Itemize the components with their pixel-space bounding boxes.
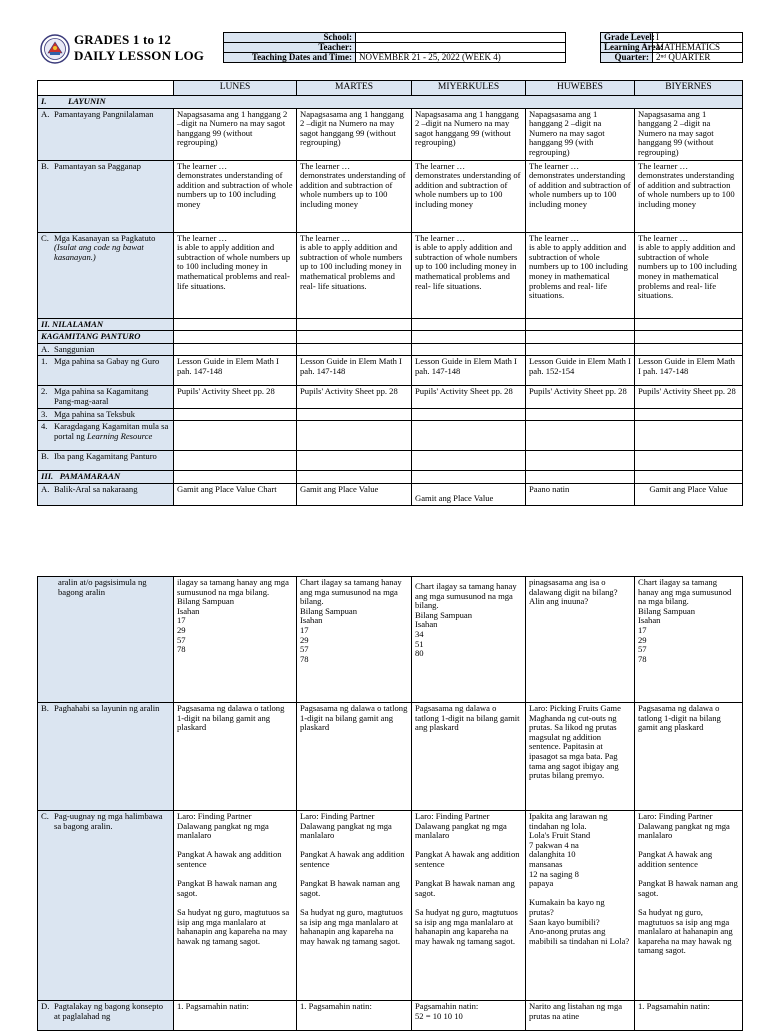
cell-pag-uugnay-huwebes: Ipakita ang larawan ng tindahan ng lola. Lola's Fruit Stand 7 pakwan 4 na dalanghita 10 mansanas 12 na saging 8 papaya Kumakain ba kayo ng prutas? Saan kayo bumibili? Ano-anong prutas ang mabibili sa tindahan ni Lola? <box>526 811 635 1001</box>
cell-gabay-huwebes: Lesson Guide in Elem Math I pah. 152-154 <box>526 356 635 386</box>
cell-paghahabi-miyerkules: Pagsasama ng dalawa o tatlong 1-digit na bilang gamit ang plaskard <box>412 703 526 811</box>
row-label-paghahabi: B. Paghahabi sa layunin ng aralin <box>38 703 174 811</box>
grade-level-value: I <box>653 33 743 43</box>
cell-pagganap-huwebes: The learner … demonstrates understanding of addition and subtraction of whole numbers up to 100 including money <box>526 160 635 232</box>
cell-pag-uugnay-miyerkules: Laro: Finding Partner Dalawang pangkat ng mga manlalaro Pangkat A hawak ang addition sentence Pangkat B hawak naman ang sagot. Sa hudyat ng guro, magtutuos sa isip ang mga manlalaro at hahanapin ang kapareha na may hawak ng tamang sagot. <box>412 811 526 1001</box>
day-header-lunes: LUNES <box>174 81 297 96</box>
cell-aralin-biyernes: Chart ilagay sa tamang hanay ang mga sumusunod na mga bilang. Bilang Sampuan Isahan 17 29 57 78 <box>635 577 743 703</box>
row-label-gabay-ng-guro: 1. Mga pahina sa Gabay ng Guro <box>38 356 174 386</box>
school-label: School: <box>224 33 356 43</box>
cell-kasanayan-miyerkules: The learner … is able to apply addition and subtraction of whole numbers up to 100 including money in mathematical problems and real- life situations. <box>412 232 526 318</box>
row-label-pamantayan-sa-pagganap: B. Pamantayan sa Pagganap <box>38 160 174 232</box>
cell-activity-sheet-martes: Pupils' Activity Sheet pp. 28 <box>297 386 412 408</box>
cell-pamantayang-biyernes: Napagsasama ang 1 hanggang 2 –digit na Numero na may sagot hanggang 99 (without regrouping) <box>635 108 743 160</box>
cell-balik-huwebes: Paano natin <box>526 483 635 505</box>
quarter-label: Quarter: <box>601 53 653 63</box>
row-label-balik-aral: A. Balik-Aral sa nakaraang <box>38 483 174 505</box>
cell-paghahabi-lunes: Pagsasama ng dalawa o tatlong 1-digit na bilang gamit ang plaskard <box>174 703 297 811</box>
section-layunin: I. LAYUNIN <box>38 96 743 109</box>
teacher-value <box>356 43 566 53</box>
row-label-teksbuk: 3. Mga pahina sa Teksbuk <box>38 408 174 421</box>
cell-pamantayang-miyerkules: Napagsasama ang 1 hanggang 2 –digit na Numero na may sagot hanggang 99 (without regrouping) <box>412 108 526 160</box>
row-label-aralin-pagsisimula: aralin at/o pagsisimula ng bagong aralin <box>38 577 174 703</box>
cell-pagganap-lunes: The learner … demonstrates understanding of addition and subtraction of whole numbers up to 100 including money <box>174 160 297 232</box>
row-label-pamantayang-pangnilalaman: A. Pamantayang Pangnilalaman <box>38 108 174 160</box>
learning-area-label: Learning Area: <box>601 43 653 53</box>
cell-paghahabi-biyernes: Pagsasama ng dalawa o tatlong 1-digit na bilang gamit ang plaskard <box>635 703 743 811</box>
cell-pamantayang-martes: Napagsasama ang 1 hanggang 2 –digit na Numero na may sagot hanggang 99 (without regrouping) <box>297 108 412 160</box>
day-header-martes: MARTES <box>297 81 412 96</box>
section-pamamaraan: III. PAMAMARAAN <box>38 471 174 484</box>
kasanayan-note: (Isulat ang code ng bawat kasanayan.) <box>54 242 144 262</box>
cell-pagtalakay-lunes: 1. Pagsamahin natin: <box>174 1001 297 1031</box>
lesson-log-table-continued <box>37 576 743 1031</box>
day-header-miyerkules: MIYERKULES <box>412 81 526 96</box>
cell-pag-uugnay-biyernes: Laro: Finding Partner Dalawang pangkat ng mga manlalaro Pangkat A hawak ang addition sentence Pangkat B hawak naman ang sagot. Sa hudyat ng guro, magtutuos sa isip ang mga manlalaro at hahanapin ang kapareha na may hawak ng tamang sagot. <box>635 811 743 1001</box>
row-label-mga-kasanayan: C. Mga Kasanayan sa Pagkatuto (Isulat ang code ng bawat kasanayan.) <box>38 232 174 318</box>
cell-gabay-lunes: Lesson Guide in Elem Math I pah. 147-148 <box>174 356 297 386</box>
cell-pagtalakay-miyerkules: Pagsamahin natin: 52 = 10 10 10 <box>412 1001 526 1031</box>
cell-kasanayan-huwebes: The learner … is able to apply addition and subtraction of whole numbers up to 100 including money in mathematical problems and real- life situations. <box>526 232 635 318</box>
row-label-iba-pang-kagamitang: B. Iba pang Kagamitang Panturo <box>38 451 174 471</box>
cell-pagganap-martes: The learner … demonstrates understanding of addition and subtraction of whole numbers up to 100 including money <box>297 160 412 232</box>
day-header-biyernes: BIYERNES <box>635 81 743 96</box>
row-label-pag-uugnay: C. Pag-uugnay ng mga halimbawa sa bagong aralin. <box>38 811 174 1001</box>
cell-pagtalakay-biyernes: 1. Pagsamahin natin: <box>635 1001 743 1031</box>
section-nilalaman: II. NILALAMAN <box>38 318 174 331</box>
cell-pamantayang-huwebes: Napagsasama ang 1 hanggang 2 –digit na Numero na may sagot hanggang 99 (with regrouping) <box>526 108 635 160</box>
cell-pamantayang-lunes: Napagsasama ang 1 hanggang 2 –digit na Numero na may sagot hanggang 99 (without regrouping) <box>174 108 297 160</box>
cell-kasanayan-lunes: The learner … is able to apply addition and subtraction of whole numbers up to 100 including money in mathematical problems and real- life situations. <box>174 232 297 318</box>
cell-aralin-lunes: ilagay sa tamang hanay ang mga sumusunod na mga bilang. Bilang Sampuan Isahan 17 29 57 78 <box>174 577 297 703</box>
row-label-karagdagang-kagamitan: 4. Karagdagang Kagamitan mula sa portal ng Learning Resource <box>38 421 174 451</box>
cell-pagganap-miyerkules: The learner … demonstrates understanding of addition and subtraction of whole numbers up to 100 including money <box>412 160 526 232</box>
cell-activity-sheet-huwebes: Pupils' Activity Sheet pp. 28 <box>526 386 635 408</box>
cell-pagtalakay-huwebes: Narito ang listahan ng mga prutas na atine <box>526 1001 635 1031</box>
cell-gabay-miyerkules: Lesson Guide in Elem Math I pah. 147-148 <box>412 356 526 386</box>
row-label-kagamitang-pang-mag-aaral: 2. Mga pahina sa Kagamitang Pang-mag-aaral <box>38 386 174 408</box>
cell-gabay-biyernes: Lesson Guide in Elem Math I pah. 147-148 <box>635 356 743 386</box>
section-kagamitang-panturo: KAGAMITANG PANTURO <box>38 331 174 344</box>
cell-pag-uugnay-martes: Laro: Finding Partner Dalawang pangkat ng mga manlalaro Pangkat A hawak ang addition sentence Pangkat B hawak naman ang sagot. Sa hudyat ng guro, magtutuos sa isip ang mga manlalaro at hahanapin ang kapareha na may hawak ng tamang sagot. <box>297 811 412 1001</box>
cell-balik-martes: Gamit ang Place Value <box>297 483 412 505</box>
cell-aralin-miyerkules: Chart ilagay sa tamang hanay ang mga sumusunod na mga bilang. Bilang Sampuan Isahan 34 51 80 <box>412 577 526 703</box>
cell-balik-lunes: Gamit ang Place Value Chart <box>174 483 297 505</box>
form-title-line2: DAILY LESSON LOG <box>74 48 205 63</box>
cell-activity-sheet-biyernes: Pupils' Activity Sheet pp. 28 <box>635 386 743 408</box>
cell-activity-sheet-miyerkules: Pupils' Activity Sheet pp. 28 <box>412 386 526 408</box>
day-header-huwebes: HUWEBES <box>526 81 635 96</box>
deped-seal-icon <box>40 34 70 64</box>
lesson-log-table <box>37 80 743 506</box>
header-info-table <box>223 32 743 63</box>
teacher-label: Teacher: <box>224 43 356 53</box>
quarter-value: 2ⁿᵈ QUARTER <box>653 53 743 63</box>
learning-area-value: MATHEMATICS <box>653 43 743 53</box>
cell-pagganap-biyernes: The learner … demonstrates understanding of addition and subtraction of whole numbers up to 100 including money <box>635 160 743 232</box>
cell-paghahabi-martes: Pagsasama ng dalawa o tatlong 1-digit na bilang gamit ang plaskard <box>297 703 412 811</box>
cell-paghahabi-huwebes: Laro: Picking Fruits Game Maghanda ng cut-outs ng prutas. Sa likod ng prutas magsulat ng addition sentence. Papitasin at ipasagot sa mga bata. Pag tama ang sagot ibigay ang prutas bilang premyo. <box>526 703 635 811</box>
form-title-line1: GRADES 1 to 12 <box>74 32 172 47</box>
cell-balik-miyerkules: Gamit ang Place Value <box>412 483 526 505</box>
row-label-pagtalakay: D. Pagtalakay ng bagong konsepto at paglalahad ng <box>38 1001 174 1031</box>
cell-balik-biyernes: Gamit ang Place Value <box>635 483 743 505</box>
row-label-sanggunian: A. Sanggunian <box>38 343 174 356</box>
school-value <box>356 33 566 43</box>
cell-aralin-huwebes: pinagsasama ang isa o dalawang digit na bilang? Alin ang inuuna? <box>526 577 635 703</box>
cell-pagtalakay-martes: 1. Pagsamahin natin: <box>297 1001 412 1031</box>
cell-kasanayan-biyernes: The learner … is able to apply addition and subtraction of whole numbers up to 100 including money in mathematical problems and real- life situations. <box>635 232 743 318</box>
grade-level-label: Grade Level: <box>601 33 653 43</box>
cell-kasanayan-martes: The learner … is able to apply addition and subtraction of whole numbers up to 100 including money in mathematical problems and real- life situations. <box>297 232 412 318</box>
cell-pag-uugnay-lunes: Laro: Finding Partner Dalawang pangkat ng mga manlalaro Pangkat A hawak ang addition sentence Pangkat B hawak naman ang sagot. Sa hudyat ng guro, magtutuos sa isip ang mga manlalaro at hahanapin ang kapareha na may hawak ng tamang sagot. <box>174 811 297 1001</box>
cell-activity-sheet-lunes: Pupils' Activity Sheet pp. 28 <box>174 386 297 408</box>
teaching-dates-label: Teaching Dates and Time: <box>224 53 356 63</box>
cell-gabay-martes: Lesson Guide in Elem Math I pah. 147-148 <box>297 356 412 386</box>
teaching-dates-value: NOVEMBER 21 - 25, 2022 (WEEK 4) <box>356 53 566 63</box>
cell-aralin-martes: Chart ilagay sa tamang hanay ang mga sumusunod na mga bilang. Bilang Sampuan Isahan 17 29 57 78 <box>297 577 412 703</box>
